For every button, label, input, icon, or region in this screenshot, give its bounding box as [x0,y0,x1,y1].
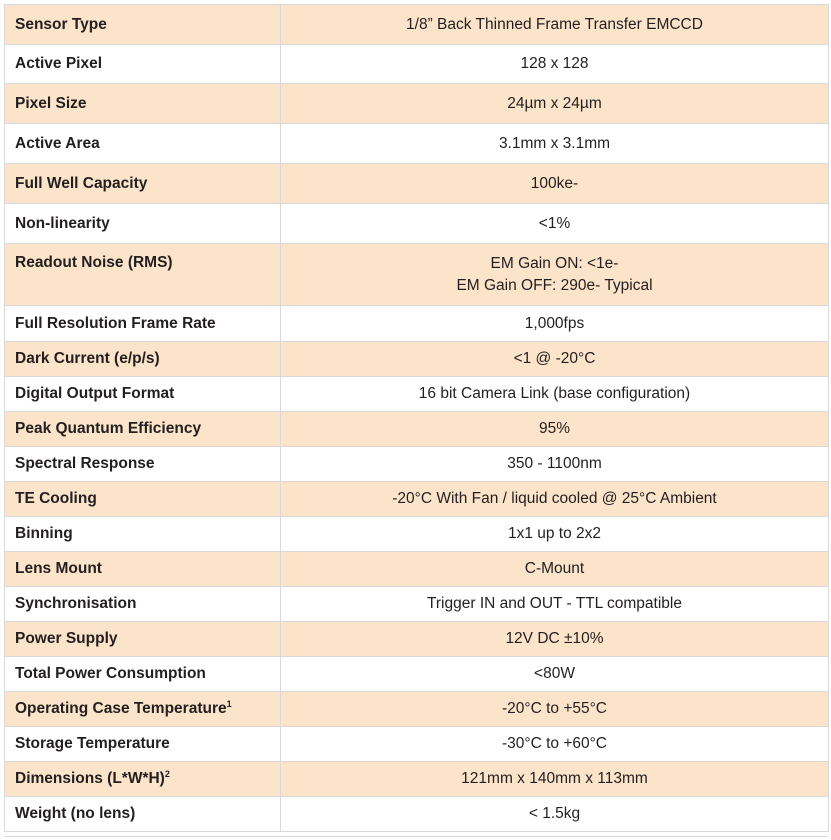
spec-label-cell [5,377,281,412]
spec-value-cell [281,204,829,244]
spec-row [5,657,829,692]
spec-row [5,517,829,552]
spec-row [5,727,829,762]
spec-row [5,306,829,342]
spec-value-cell [281,447,829,482]
spec-label-cell [5,124,281,164]
spec-value: 100ke- [530,174,579,192]
spec-value: <80W [534,665,575,682]
spec-label: Operating Case Temperature [15,700,227,717]
spec-row [5,164,829,204]
spec-value-cell [281,727,829,762]
spec-value-cell [281,5,829,45]
spec-label: Power Supply [15,630,118,647]
spec-row [5,204,829,244]
spec-row [5,124,829,164]
spec-value: EM Gain OFF: 290e- Typical [456,276,653,294]
spec-value: 95% [538,420,571,437]
spec-row [5,244,829,306]
spec-label-cell [5,342,281,377]
spec-label-cell [5,727,281,762]
spec-row [5,482,829,517]
spec-value: <1 @ -20°C [513,350,596,367]
spec-row [5,342,829,377]
spec-row [5,45,829,84]
spec-label: Dark Current (e/p/s) [15,350,160,367]
spec-value-cell [281,45,829,84]
spec-value: -20°C to +55°C [501,700,608,717]
spec-label-cell [5,517,281,552]
spec-value-cell [281,84,829,124]
spec-value: 12V DC ±10% [505,630,604,647]
spec-row [5,412,829,447]
spec-value: 1,000fps [524,314,585,332]
spec-value-cell [281,692,829,727]
spec-label: Spectral Response [15,455,155,472]
spec-label-cell [5,622,281,657]
spec-value: 121mm x 140mm x 113mm [461,770,648,787]
spec-label-cell [5,762,281,797]
spec-value-cell [281,797,829,832]
footnote-marker: 2 [164,768,170,779]
spec-table-body [5,5,829,832]
spec-row [5,84,829,124]
spec-value-cell [281,552,829,587]
spec-row [5,377,829,412]
spec-value: 350 - 1100nm [507,455,602,472]
spec-value: Trigger IN and OUT - TTL compatible [427,595,682,612]
spec-row [5,762,829,797]
spec-value-cell [281,244,829,306]
spec-label-cell [5,552,281,587]
spec-label: Digital Output Format [15,385,175,402]
spec-value-cell [281,377,829,412]
spec-row [5,692,829,727]
spec-label: Active Area [15,134,100,152]
spec-label-cell [5,797,281,832]
footnote-marker: 1 [226,698,232,709]
spec-label-cell [5,45,281,84]
spec-label-cell [5,587,281,622]
spec-label: Full Resolution Frame Rate [15,314,216,332]
spec-value: 1x1 up to 2x2 [507,525,602,542]
spec-row [5,587,829,622]
spec-label-cell [5,84,281,124]
spec-value-cell [281,124,829,164]
spec-label: Synchronisation [15,595,137,612]
spec-value: 3.1mm x 3.1mm [498,134,611,152]
spec-label-cell [5,204,281,244]
spec-value: -20°C With Fan / liquid cooled @ 25°C Ambient [392,490,717,507]
spec-value: 16 bit Camera Link (base configuration) [418,385,691,402]
spec-label-cell [5,306,281,342]
spec-value: EM Gain ON: <1e- [490,254,619,272]
spec-value-cell [281,412,829,447]
spec-label: Weight (no lens) [15,805,136,822]
spec-label: TE Cooling [15,490,97,507]
spec-label: Storage Temperature [15,735,170,752]
spec-value: C-Mount [524,560,585,577]
spec-label: Full Well Capacity [15,174,148,192]
spec-label-cell [5,692,281,727]
spec-value-cell [281,587,829,622]
spec-label-cell [5,164,281,204]
spec-value: <1% [538,214,571,232]
spec-label: Non-linearity [15,214,110,232]
spec-label: Lens Mount [15,560,102,577]
spec-label: Pixel Size [15,94,87,112]
spec-row [5,5,829,45]
spec-value-cell [281,306,829,342]
spec-label-cell [5,447,281,482]
spec-label-cell [5,5,281,45]
spec-value: 128 x 128 [520,55,589,72]
spec-value-cell [281,517,829,552]
spec-label-cell [5,657,281,692]
spec-label: Peak Quantum Efficiency [15,420,202,437]
table-continuation [4,836,828,840]
spec-value-cell [281,657,829,692]
spec-row [5,797,829,832]
spec-value: -30°C to +60°C [501,735,608,752]
spec-value-cell [281,482,829,517]
spec-label: Total Power Consumption [15,665,206,682]
spec-value: < 1.5kg [528,805,581,822]
spec-label: Sensor Type [15,15,107,33]
spec-row [5,622,829,657]
spec-label: Dimensions (L*W*H) [15,770,165,787]
spec-value-cell [281,164,829,204]
spec-value-cell [281,762,829,797]
spec-label-cell [5,412,281,447]
spec-label: Active Pixel [15,55,103,72]
spec-value: 24µm x 24µm [507,94,602,112]
spec-value-cell [281,622,829,657]
spec-row [5,552,829,587]
spec-value: 1/8” Back Thinned Frame Transfer EMCCD [406,15,703,33]
spec-label-cell [5,244,281,306]
spec-row [5,447,829,482]
spec-table [4,4,829,832]
spec-label: Binning [15,525,73,542]
spec-value-cell [281,342,829,377]
spec-label: Readout Noise (RMS) [15,254,173,271]
spec-label-cell [5,482,281,517]
